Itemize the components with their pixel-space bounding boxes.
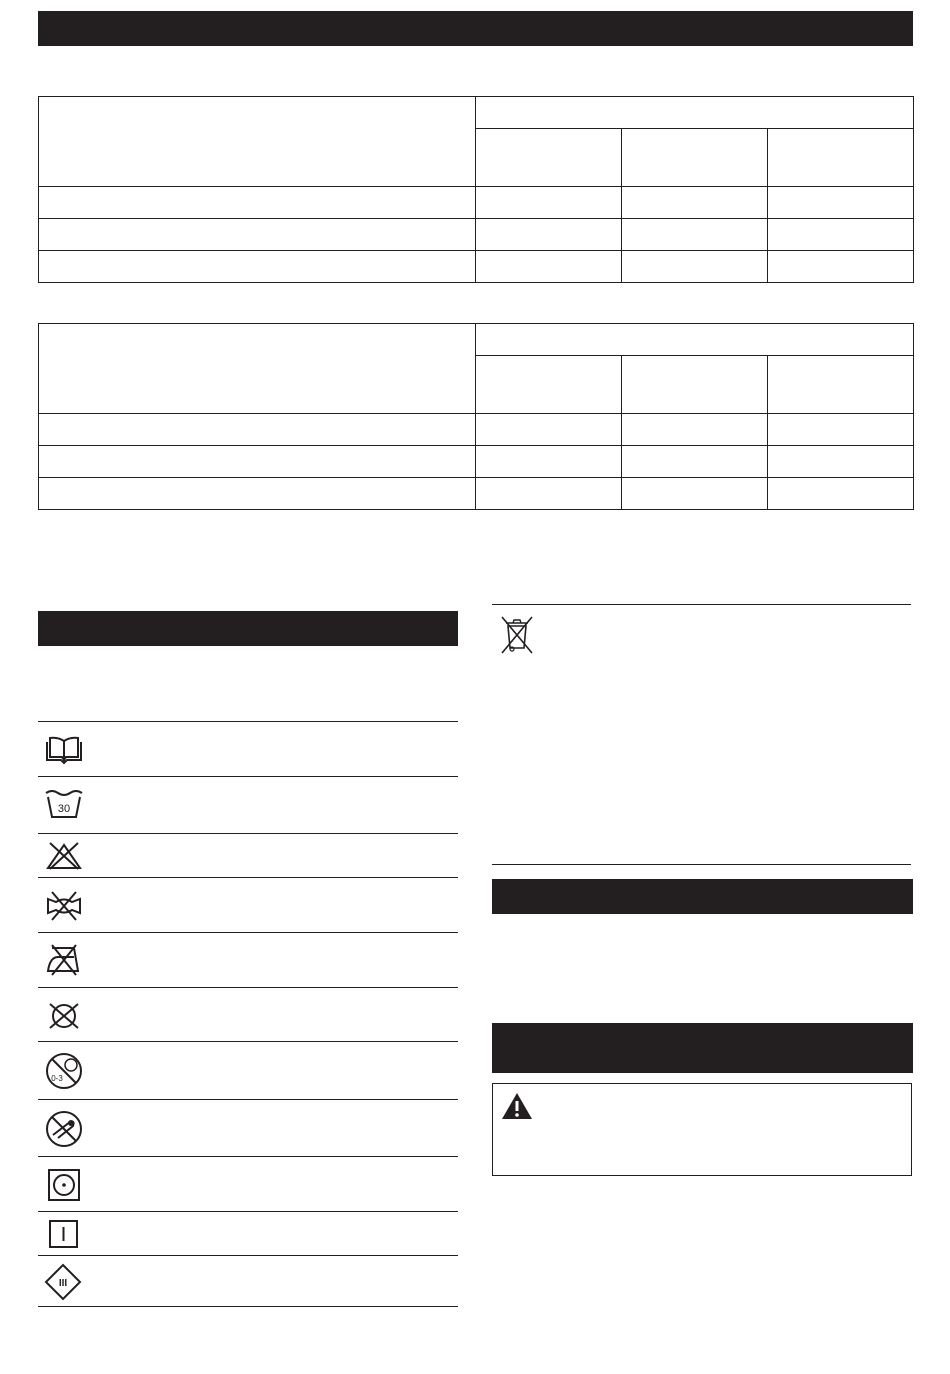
class-i-icon — [44, 1220, 84, 1248]
symbols-section-bar — [38, 611, 458, 646]
spec-table-1 — [38, 96, 914, 283]
warning-box — [492, 1083, 912, 1176]
table-header-cell — [476, 324, 914, 356]
svg-text:0-3: 0-3 — [51, 1074, 63, 1083]
svg-text:III: III — [58, 1278, 68, 1289]
no-pins-icon — [44, 1109, 84, 1149]
table-header-cell — [39, 97, 476, 187]
header-bar — [38, 11, 913, 46]
table-row — [39, 478, 914, 510]
do-not-iron-icon — [44, 943, 84, 977]
table-row — [39, 251, 914, 283]
do-not-dry-clean-icon — [44, 1000, 84, 1032]
table-row — [39, 187, 914, 219]
list-item — [38, 933, 458, 988]
list-item — [38, 722, 458, 777]
divider — [492, 864, 911, 865]
do-not-wring-icon — [44, 890, 84, 922]
list-item — [38, 988, 458, 1042]
tumble-dry-icon — [44, 1168, 84, 1202]
class-iii-icon — [44, 1263, 84, 1301]
read-manual-icon — [44, 734, 84, 766]
spec-table-2 — [38, 323, 914, 510]
list-item — [38, 1256, 458, 1307]
table-header-cell — [622, 356, 768, 414]
divider — [492, 604, 911, 605]
section-bar — [492, 879, 913, 914]
table-header-cell — [39, 324, 476, 414]
list-item — [38, 1100, 458, 1157]
crossed-bin-icon — [497, 614, 537, 656]
table-header-cell — [768, 356, 914, 414]
table-header-cell — [622, 129, 768, 187]
table-row — [39, 414, 914, 446]
symbols-list — [38, 721, 458, 1307]
table-header-cell — [768, 129, 914, 187]
list-item — [38, 1042, 458, 1100]
warning-triangle-icon — [501, 1092, 533, 1120]
section-bar — [492, 1023, 913, 1073]
do-not-bleach-icon — [44, 842, 84, 870]
wash-30-icon — [44, 789, 84, 821]
not-for-children-0-3-icon — [44, 1051, 84, 1091]
list-item — [38, 878, 458, 933]
table-header-cell — [476, 356, 622, 414]
svg-text:30: 30 — [57, 803, 71, 815]
list-item — [38, 1157, 458, 1212]
table-header-cell — [476, 97, 914, 129]
table-row — [39, 219, 914, 251]
list-item — [38, 834, 458, 878]
list-item — [38, 1212, 458, 1256]
list-item — [38, 777, 458, 834]
table-header-cell — [476, 129, 622, 187]
table-row — [39, 446, 914, 478]
